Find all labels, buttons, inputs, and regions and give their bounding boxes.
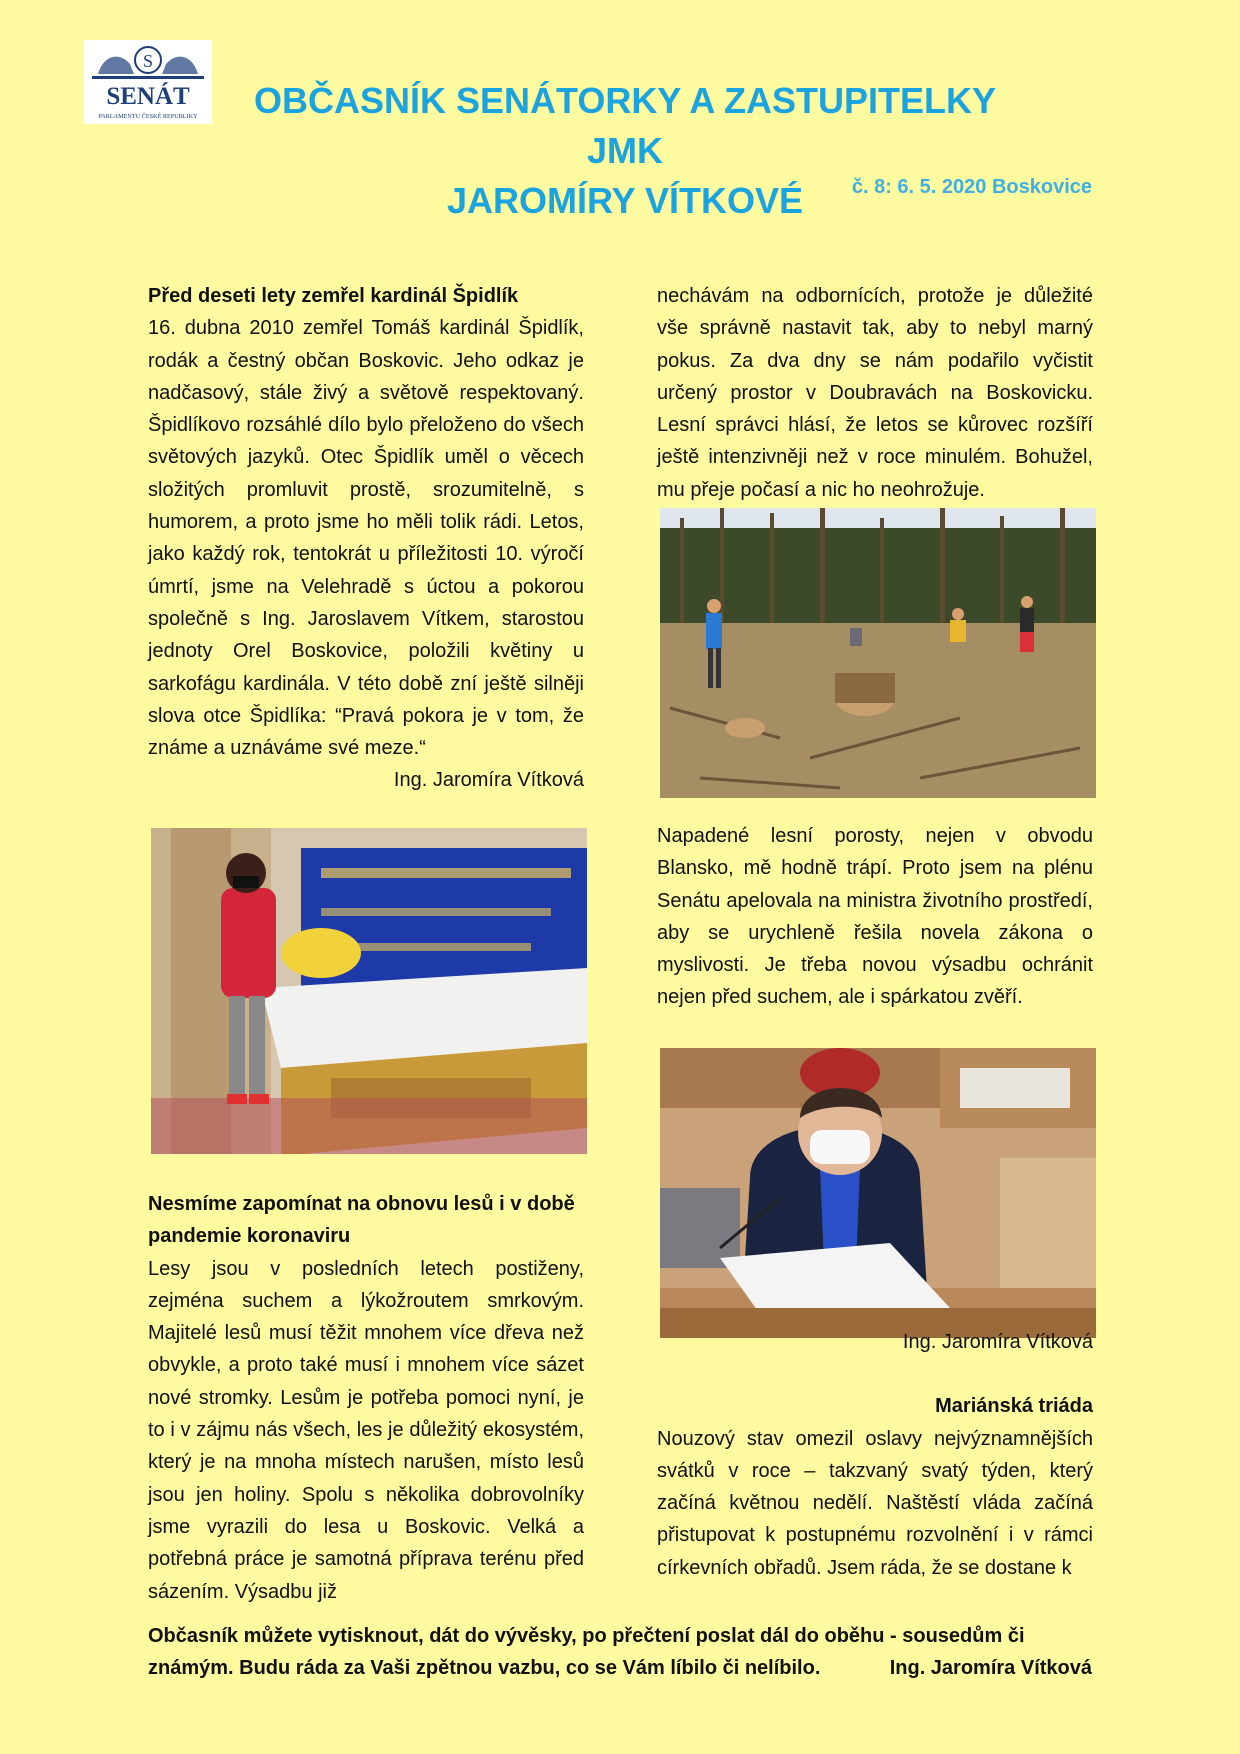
- issue-date: č. 8: 6. 5. 2020 Boskovice: [851, 176, 1092, 198]
- footer-signature: Ing. Jaromíra Vítková: [889, 1657, 1092, 1679]
- svg-text:S: S: [142, 51, 154, 71]
- article-spidlik: [148, 280, 584, 797]
- article-mariana: [657, 1326, 1093, 1584]
- page-title: [220, 76, 1030, 226]
- article-hunting-law: [657, 820, 1093, 1014]
- footer-text: Občasník můžete vytisknout, dát do vývěsky, po přečtení poslat dál do oběhu - sousedům či známým. Budu ráda za Vaši zpětnou vazbu, co se Vám líbilo či nelíbilo.: [148, 1625, 1025, 1679]
- title-line-1: OBČASNÍK SENÁTORKY A ZASTUPITELKY JMK: [253, 80, 997, 171]
- senat-logo: [84, 40, 212, 124]
- article-spidlik-signature: Ing. Jaromíra Vítková: [393, 769, 584, 792]
- footer-note: [148, 1620, 1092, 1684]
- title-line-2: JAROMÍRY VÍTKOVÉ: [446, 180, 804, 221]
- article-mariana-body: Nouzový stav omezil oslavy nejvýznamnějších svátků v roce – takzvaný svatý týden, který začíná květnou nedělí. Naštěstí vláda začíná přistupovat k postupnému rozvolnění i v rámci církevních obřadů. Jsem ráda, že se dostane k: [657, 1427, 1093, 1579]
- article-forest-heading: Nesmíme zapomínat na obnovu lesů i v době pandemie koronaviru: [148, 1193, 575, 1248]
- article-mariana-heading: Mariánská triáda: [935, 1395, 1093, 1418]
- photo-forest-volunteers: [660, 508, 1096, 798]
- article-spidlik-body: 16. dubna 2010 zemřel Tomáš kardinál Špidlík, rodák a čestný občan Boskovic. Jeho odkaz je nadčasový, stále živý a světově respektovaný. Špidlíkovo rozsáhlé dílo bylo přeloženo do všech světových jazyků. Otec Špidlík uměl o věcech složitých promluvit prostě, srozumitelně, s humorem, a proto jsme ho měli tolik rádi. Letos, jako každý rok, tentokrát u příležitosti 10. výročí úmrtí, jsme na Velehradě s úctou a pokorou společně s Ing. Jaroslavem Vítkem, starostou jednoty Orel Boskovice, položili květiny u sarkofágu kardinála. V této době zní ještě silněji slova otce Špidlíka: “Pravá pokora je v tom, že známe a uznáváme své meze.“: [148, 317, 584, 760]
- photo-senate-session: [660, 1048, 1096, 1338]
- article-forest-body: Lesy jsou v posledních letech postiženy, zejména suchem a lýkožroutem smrkovým. Majitelé lesů musí těžit mnohem více dřeva než obvykle, a proto také musí i mnohem více sázet nové stromky. Lesům je potřeba pomoci nyní, je to i v zájmu nás všech, les je důležitý ekosystém, který je na mnoha místech narušen, místo lesů jsou jen holiny. Spolu s několika dobrovolníky jsme vyrazili do lesa u Boskovic. Velká a potřebná práce je samotná příprava terénu před sázením. Výsadbu již: [148, 1257, 584, 1603]
- logo-subtext: PARLAMENTU ČESKÉ REPUBLIKY: [98, 113, 198, 120]
- logo-text: SENÁT: [106, 83, 190, 110]
- article-forest-continuation: nechávám na odbornících, protože je důležité vše správně nastavit tak, aby to nebyl marný pokus. Za dva dny se nám podařilo vyčistit určený prostor v Doubravách na Boskovicku. Lesní správci hlásí, že letos se kůrovec rozšíří ještě intenzivněji než v roce minulém. Bohužel, mu přeje počasí a nic ho neohrožuje.: [657, 285, 1093, 501]
- article-spidlik-heading: Před deseti lety zemřel kardinál Špidlík: [148, 285, 519, 307]
- senat-emblem-icon: [84, 40, 212, 124]
- article-hunting-law-body: Napadené lesní porosty, nejen v obvodu Blansko, mě hodně trápí. Proto jsem na plénu Senátu apelovala na ministra životního prostředí, aby se urychleně řešila novela zákona o myslivosti. Je třeba novou výsadbu ochránit nejen před suchem, ale i spárkatou zvěří.: [657, 825, 1093, 1009]
- article-senate-signature: Ing. Jaromíra Vítková: [902, 1331, 1093, 1353]
- article-forest: [148, 1188, 584, 1608]
- photo-sarcophagus: [151, 828, 587, 1154]
- article-forest-continued: [657, 280, 1093, 506]
